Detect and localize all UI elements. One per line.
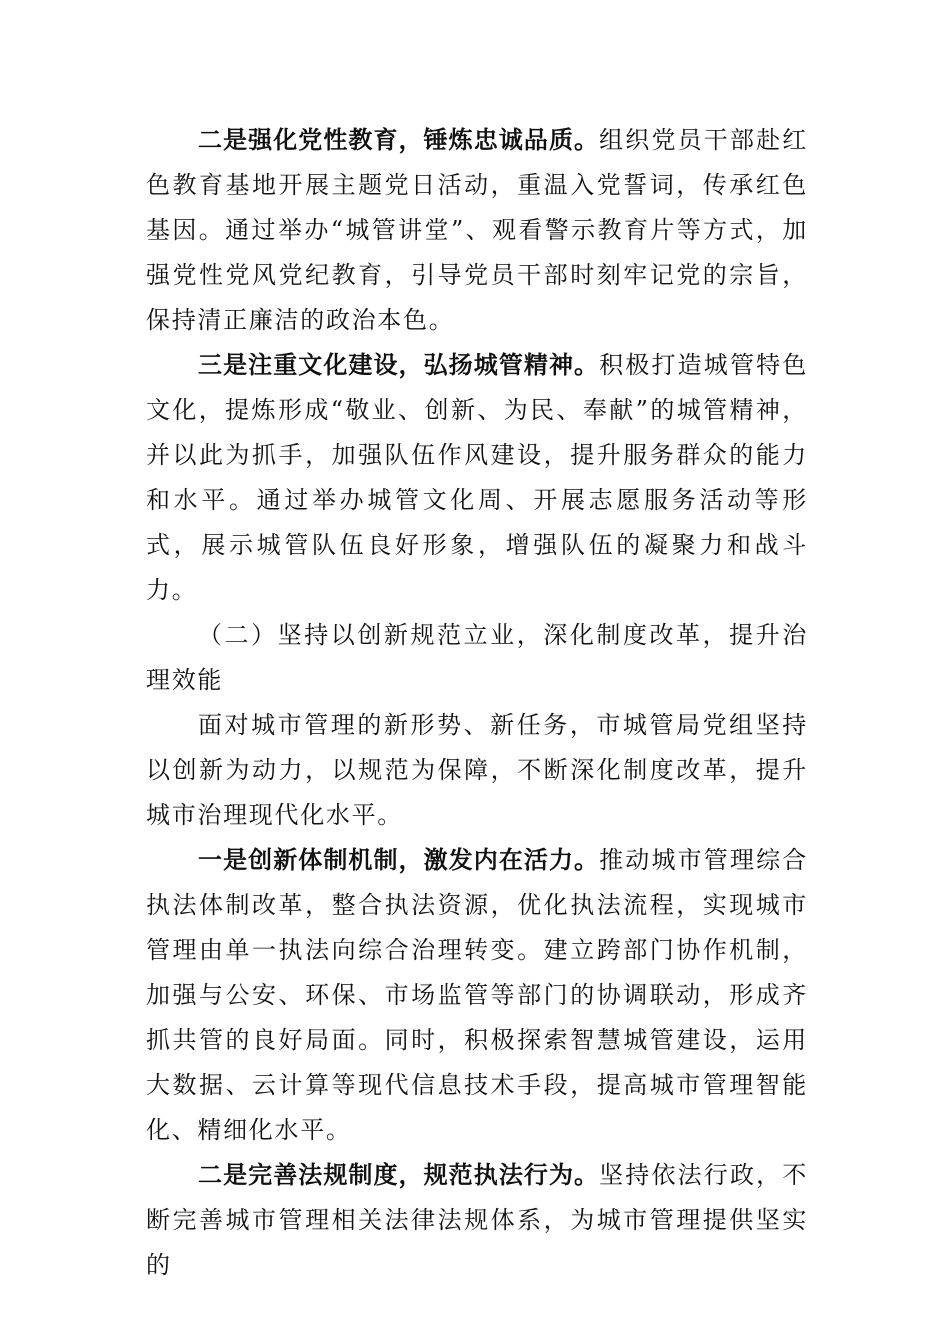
- paragraph-party-education: [146, 118, 808, 343]
- paragraph-text: 推动城市管理综合执法体制改革，整合执法资源，优化执法流程，实现城市管理由单一执法向综合治理转变。建立跨部门协作机制，加强与公安、环保、市场监管等部门的协调联动，形成齐抓共管的良好局面。同时，积极探索智慧城管建设，运用大数据、云计算等现代信息技术手段，提高城市管理智能化、精细化水平。: [146, 846, 808, 1144]
- section-intro: 面对城市管理的新形势、新任务，市城管局党组坚持以创新为动力，以规范为保障，不断深化制度改革，提升城市治理现代化水平。: [146, 711, 808, 829]
- section-heading: （二）坚持以创新规范立业，深化制度改革，提升治理效能: [146, 621, 808, 694]
- paragraph-text: 积极打造城管特色文化，提炼形成“敬业、创新、为民、奉献”的城管精神，并以此为抓手，加强队伍作风建设，提升服务群众的能力和水平。通过举办城管文化周、开展志愿服务活动等形式，展示城管队伍良好形象，增强队伍的凝聚力和战斗力。: [146, 351, 808, 604]
- paragraph-lead: 二是强化党性教育，锤炼忠诚品质。: [198, 126, 600, 154]
- paragraph-lead: 一是创新体制机制，激发内在活力。: [198, 846, 600, 874]
- paragraph-text: 坚持依法行政，不断完善城市管理相关法律法规体系，为城市管理提供坚实的: [146, 1161, 808, 1279]
- document-body: [146, 118, 808, 1288]
- paragraph-text: 组织党员干部赴红色教育基地开展主题党日活动，重温入党誓词，传承红色基因。通过举办“城管讲堂”、观看警示教育片等方式，加强党性党风党纪教育，引导党员干部时刻牢记党的宗旨，保持清正廉洁的政治本色。: [146, 126, 808, 334]
- paragraph-regulation: [146, 1153, 808, 1288]
- paragraph-culture-building: [146, 343, 808, 613]
- paragraph-lead: 三是注重文化建设，弘扬城管精神。: [198, 351, 600, 379]
- paragraph-system-innovation: [146, 838, 808, 1153]
- paragraph-lead: 二是完善法规制度，规范执法行为。: [198, 1161, 600, 1189]
